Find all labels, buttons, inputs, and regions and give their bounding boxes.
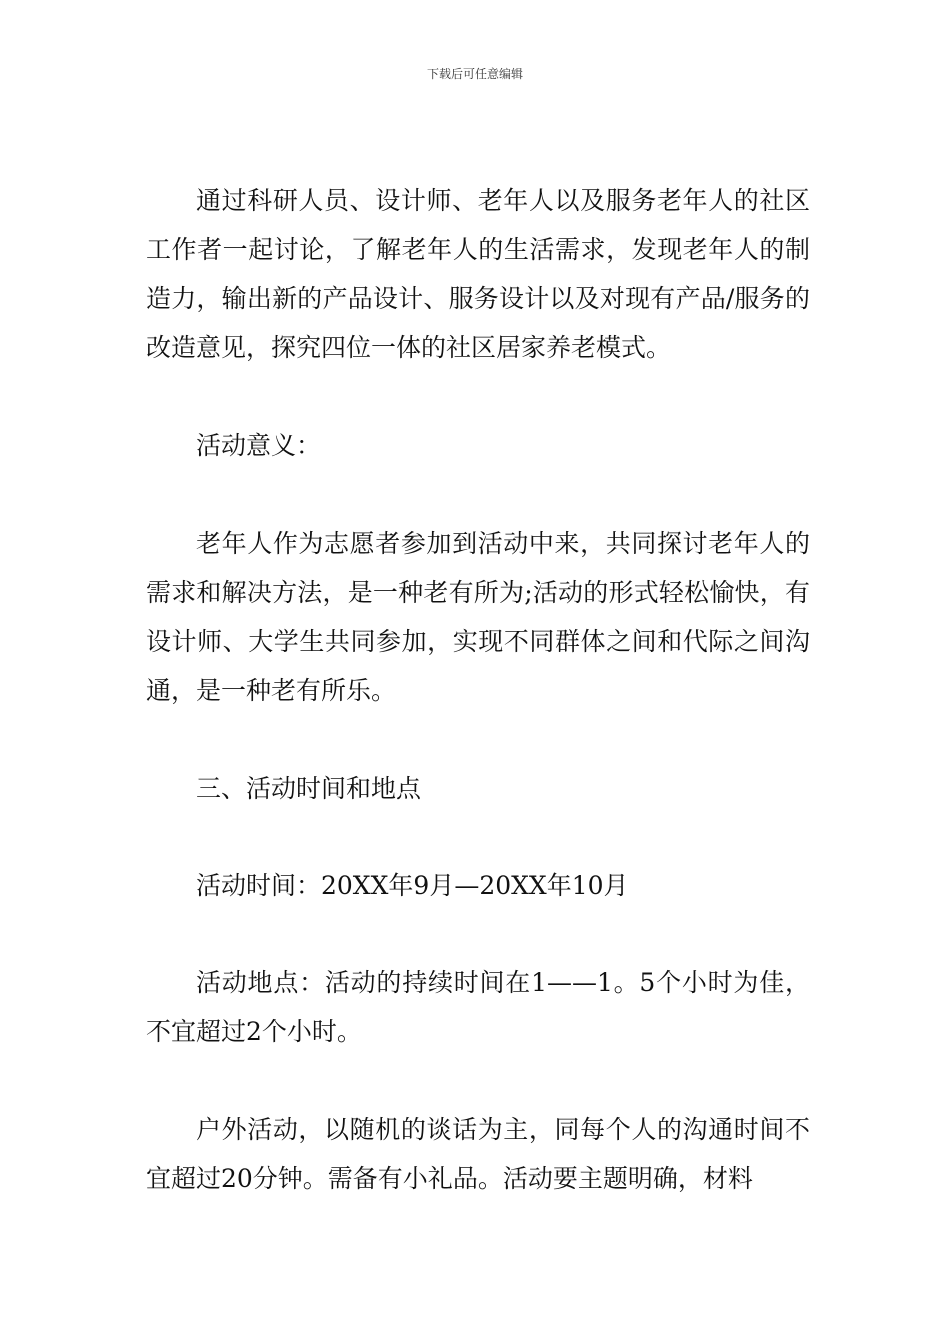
- page-header: 下载后可任意编辑: [426, 67, 523, 81]
- paragraph-activity-place: 活动地点：活动的持续时间在1——1。5个小时为佳，不宜超过2个小时。: [146, 968, 810, 1046]
- heading-time-and-place: 三、活动时间和地点: [196, 774, 422, 803]
- paragraph-goal: 通过科研人员、设计师、老年人以及服务老年人的社区工作者一起讨论，了解老年人的生活需求，发现老年人的制造力，输出新的产品设计、服务设计以及对现有产品/服务的改造意见，探究四位一体的社区居家养老模式。: [146, 186, 810, 362]
- heading-activity-significance: 活动意义：: [196, 431, 322, 460]
- document-body: [146, 176, 810, 1203]
- paragraph-activity-time: 活动时间：20XX年9月—20XX年10月: [196, 871, 629, 900]
- paragraph-outdoor-activity: 户外活动，以随机的谈话为主，同每个人的沟通时间不宜超过20分钟。需备有小礼品。活动要主题明确，材料: [146, 1115, 810, 1193]
- paragraph-significance: 老年人作为志愿者参加到活动中来，共同探讨老年人的需求和解决方法，是一种老有所为;活动的形式轻松愉快，有设计师、大学生共同参加，实现不同群体之间和代际之间沟通，是一种老有所乐。: [146, 529, 810, 705]
